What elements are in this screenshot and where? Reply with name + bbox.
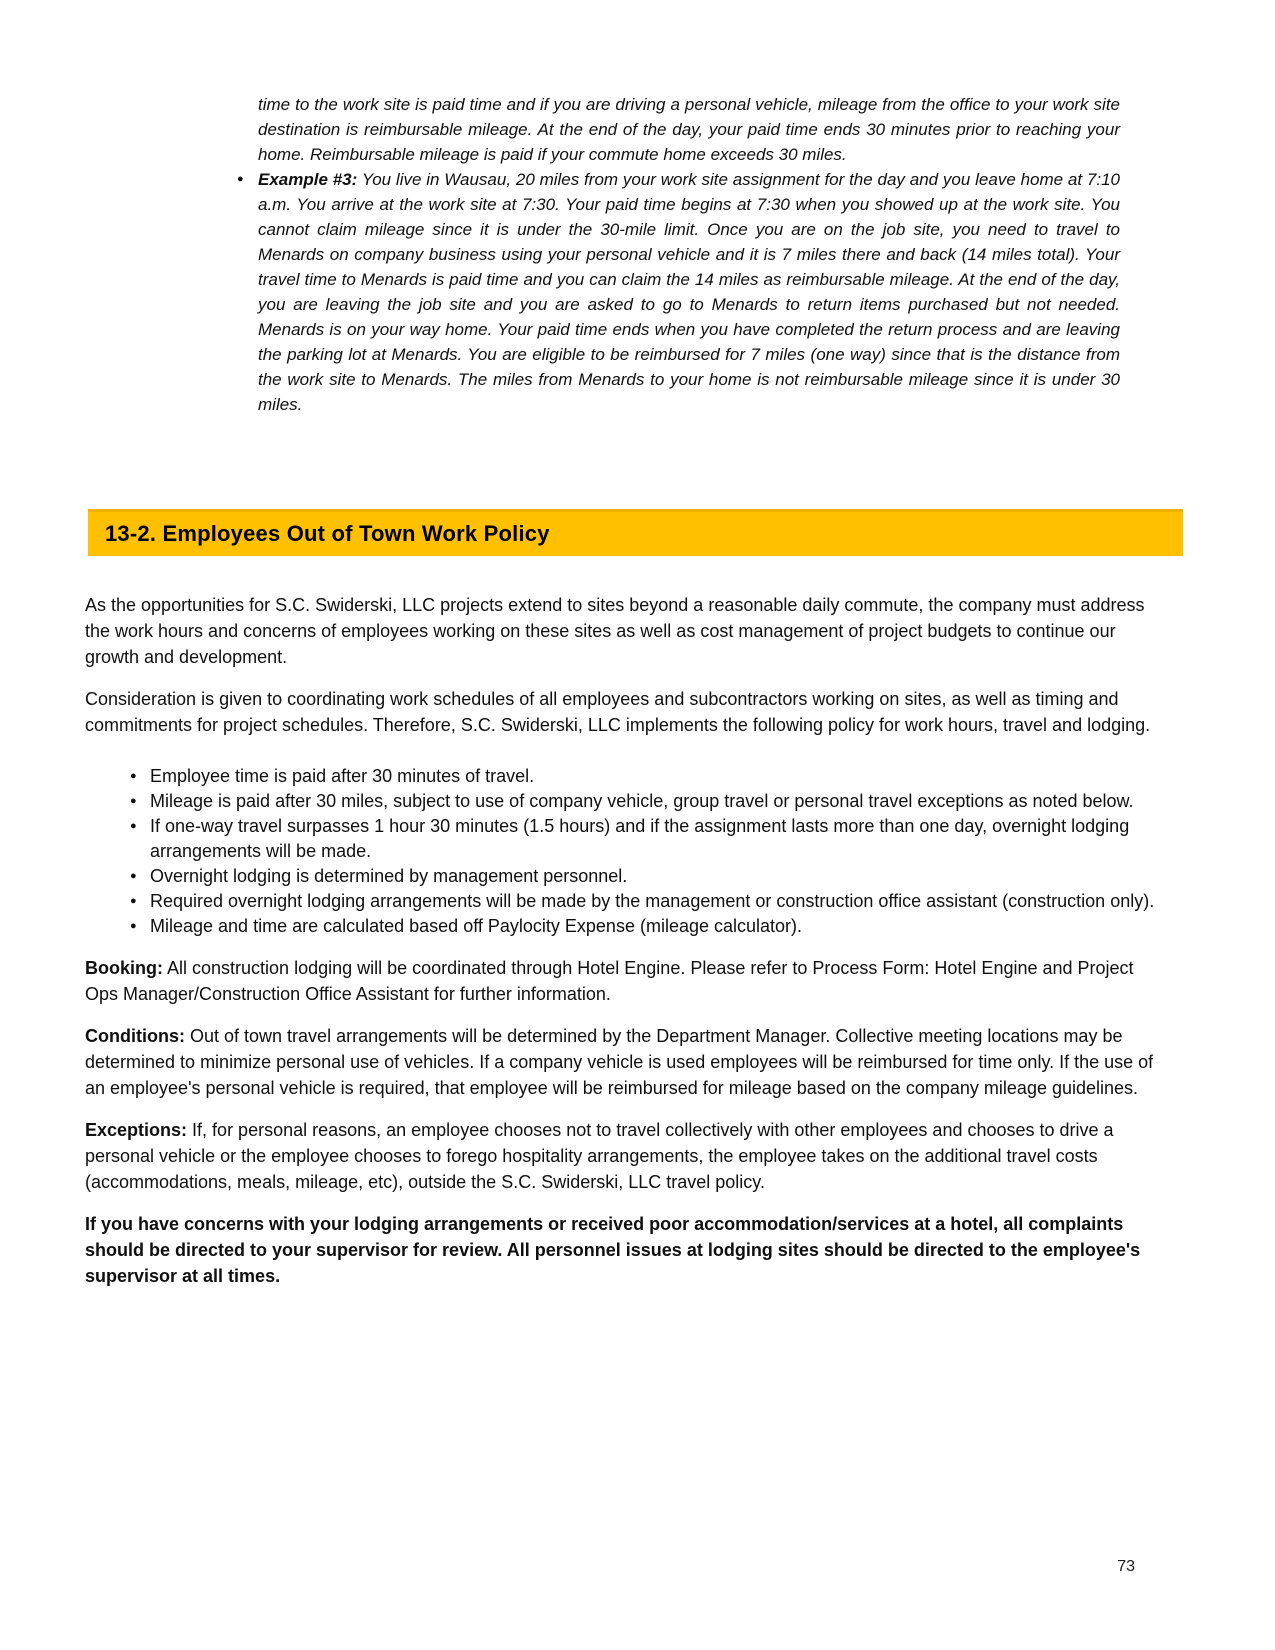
- paragraph-text: If, for personal reasons, an employee chooses not to travel collectively with other employees and chooses to drive a personal vehicle or the employee chooses to forego hospitality arrangements, the employee takes on the additional travel costs (accommodations, meals, mileage, etc), outside the S.C. Swiderski, LLC travel policy.: [85, 1120, 1114, 1192]
- paragraph-label: Conditions:: [85, 1026, 185, 1046]
- section-heading-band: [88, 509, 1183, 556]
- continuation-block: [237, 92, 1120, 417]
- continuation-paragraph: time to the work site is paid time and if you are driving a personal vehicle, mileage from the office to your work site destination is reimbursable mileage. At the end of the day, your paid time ends 30 minutes prior to reaching your home. Reimbursable mileage is paid if your commute home exceeds 30 miles.: [258, 95, 1120, 164]
- intro-paragraph: Consideration is given to coordinating work schedules of all employees and subcontractors working on sites, as well as timing and commitments for project schedules. Therefore, S.C. Swiderski, LLC implements the following policy for work hours, travel and lodging.: [85, 689, 1151, 735]
- paragraph-label: Exceptions:: [85, 1120, 188, 1140]
- list-item: [130, 789, 1163, 814]
- paragraph-text: All construction lodging will be coordinated through Hotel Engine. Please refer to Process Form: Hotel Engine and Project Ops Manager/Construction Office Assistant for further information.: [85, 958, 1134, 1004]
- policy-body: [85, 592, 1163, 1289]
- bullet-icon: ●: [237, 173, 244, 185]
- bullet-icon: ●: [130, 895, 137, 907]
- list-item: [130, 764, 1163, 789]
- section-heading: 13-2. Employees Out of Town Work Policy: [105, 521, 550, 546]
- page-number: 73: [1117, 1558, 1135, 1575]
- list-item: [130, 914, 1163, 939]
- bullet-icon: ●: [130, 870, 137, 882]
- list-item-text: Employee time is paid after 30 minutes of travel.: [150, 766, 535, 786]
- example-text: You live in Wausau, 20 miles from your work site assignment for the day and you leave home at 7:10 a.m. You arrive at the work site at 7:30. Your paid time begins at 7:30 when you showed up at the work site. You cannot claim mileage since it is under the 30-mile limit. Once you are on the job site, you need to travel to Menards on company business using your personal vehicle and it is 7 miles there and back (14 miles total). Your travel time to Menards is paid time and you can claim the 14 miles as reimbursable mileage. At the end of the day, you are leaving the job site and you are asked to go to Menards to return items purchased but not needed. Menards is on your way home. Your paid time ends when you have completed the return process and are leaving the parking lot at Menards. You are eligible to be reimbursed for 7 miles (one way) since that is the distance from the work site to Menards. The miles from Menards to your home is not reimbursable mileage since it is under 30 miles.: [258, 170, 1120, 414]
- paragraph-text: Out of town travel arrangements will be determined by the Department Manager. Collective meeting locations may be determined to minimize personal use of vehicles. If a company vehicle is used employees will be reimbursed for time only. If the use of an employee's personal vehicle is required, that employee will be reimbursed for mileage based on the company mileage guidelines.: [85, 1026, 1154, 1098]
- list-item-text: If one-way travel surpasses 1 hour 30 minutes (1.5 hours) and if the assignment lasts more than one day, overnight lodging arrangements will be made.: [150, 816, 1130, 861]
- notice-paragraph: If you have concerns with your lodging arrangements or received poor accommodation/services at a hotel, all complaints should be directed to your supervisor for review. All personnel issues at lodging sites should be directed to the employee's supervisor at all times.: [85, 1214, 1141, 1286]
- list-item-text: Required overnight lodging arrangements will be made by the management or construction office assistant (construction only).: [150, 891, 1155, 911]
- list-item-text: Overnight lodging is determined by management personnel.: [150, 866, 628, 886]
- example-list: [237, 167, 1120, 417]
- bullet-icon: ●: [130, 770, 137, 782]
- example-list-item: [237, 167, 1120, 417]
- example-label: Example #3:: [258, 170, 358, 189]
- paragraph-label: Booking:: [85, 958, 163, 978]
- bullet-icon: ●: [130, 795, 137, 807]
- list-item: [130, 864, 1163, 889]
- conditions-paragraph: [85, 1023, 1163, 1101]
- exceptions-paragraph: [85, 1117, 1163, 1195]
- bullet-icon: ●: [130, 820, 137, 832]
- list-item-text: Mileage is paid after 30 miles, subject to use of company vehicle, group travel or personal travel exceptions as noted below.: [150, 791, 1134, 811]
- list-item: [130, 814, 1163, 864]
- booking-paragraph: [85, 955, 1163, 1007]
- list-item: [130, 889, 1163, 914]
- list-item-text: Mileage and time are calculated based off Paylocity Expense (mileage calculator).: [150, 916, 803, 936]
- bullet-icon: ●: [130, 920, 137, 932]
- intro-paragraph: As the opportunities for S.C. Swiderski, LLC projects extend to sites beyond a reasonable daily commute, the company must address the work hours and concerns of employees working on these sites as well as cost management of project budgets to continue our growth and development.: [85, 595, 1145, 667]
- policy-bullet-list: [85, 764, 1163, 939]
